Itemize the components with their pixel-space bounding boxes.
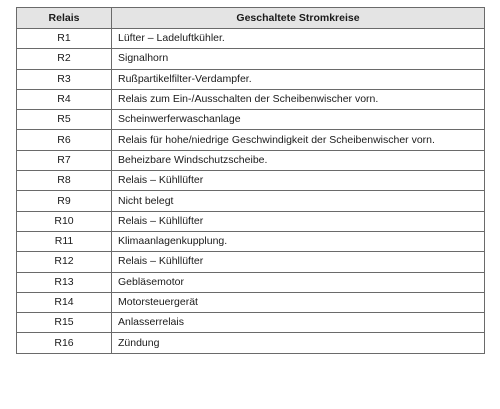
- relay-cell: R6: [17, 130, 112, 150]
- table-row: [17, 333, 485, 353]
- circuit-cell: Gebläsemotor: [112, 272, 485, 292]
- table-header: [17, 8, 485, 29]
- relay-cell: R2: [17, 49, 112, 69]
- table-row: [17, 150, 485, 170]
- circuit-cell: Relais – Kühllüfter: [112, 252, 485, 272]
- circuit-cell: Rußpartikelfilter-Verdampfer.: [112, 69, 485, 89]
- table-row: [17, 29, 485, 49]
- table-row: [17, 231, 485, 251]
- circuit-cell: Klimaanlagenkupplung.: [112, 231, 485, 251]
- circuit-cell: Motorsteuergerät: [112, 292, 485, 312]
- relay-cell: R14: [17, 292, 112, 312]
- circuit-cell: Scheinwerferwaschanlage: [112, 110, 485, 130]
- header-relay: Relais: [17, 8, 112, 29]
- relay-cell: R7: [17, 150, 112, 170]
- circuit-cell: Relais zum Ein-/Ausschalten der Scheibenwischer vorn.: [112, 89, 485, 109]
- header-row: [17, 8, 485, 29]
- relay-cell: R15: [17, 313, 112, 333]
- table-row: [17, 252, 485, 272]
- circuit-cell: Zündung: [112, 333, 485, 353]
- circuit-cell: Beheizbare Windschutzscheibe.: [112, 150, 485, 170]
- table-row: [17, 69, 485, 89]
- header-circuit: Geschaltete Stromkreise: [112, 8, 485, 29]
- relay-cell: R11: [17, 231, 112, 251]
- table-body: [17, 29, 485, 354]
- circuit-cell: Relais – Kühllüfter: [112, 171, 485, 191]
- table-row: [17, 130, 485, 150]
- relay-cell: R13: [17, 272, 112, 292]
- relay-cell: R10: [17, 211, 112, 231]
- table-row: [17, 313, 485, 333]
- relay-table: [16, 7, 485, 354]
- table-row: [17, 211, 485, 231]
- table-row: [17, 191, 485, 211]
- circuit-cell: Relais – Kühllüfter: [112, 211, 485, 231]
- table-row: [17, 171, 485, 191]
- relay-cell: R9: [17, 191, 112, 211]
- relay-cell: R4: [17, 89, 112, 109]
- table-row: [17, 110, 485, 130]
- relay-cell: R8: [17, 171, 112, 191]
- table-row: [17, 49, 485, 69]
- relay-cell: R12: [17, 252, 112, 272]
- circuit-cell: Lüfter – Ladeluftkühler.: [112, 29, 485, 49]
- circuit-cell: Anlasserrelais: [112, 313, 485, 333]
- relay-cell: R16: [17, 333, 112, 353]
- circuit-cell: Relais für hohe/niedrige Geschwindigkeit der Scheibenwischer vorn.: [112, 130, 485, 150]
- relay-cell: R1: [17, 29, 112, 49]
- table-row: [17, 292, 485, 312]
- circuit-cell: Signalhorn: [112, 49, 485, 69]
- relay-cell: R3: [17, 69, 112, 89]
- table-row: [17, 272, 485, 292]
- circuit-cell: Nicht belegt: [112, 191, 485, 211]
- table-row: [17, 89, 485, 109]
- relay-cell: R5: [17, 110, 112, 130]
